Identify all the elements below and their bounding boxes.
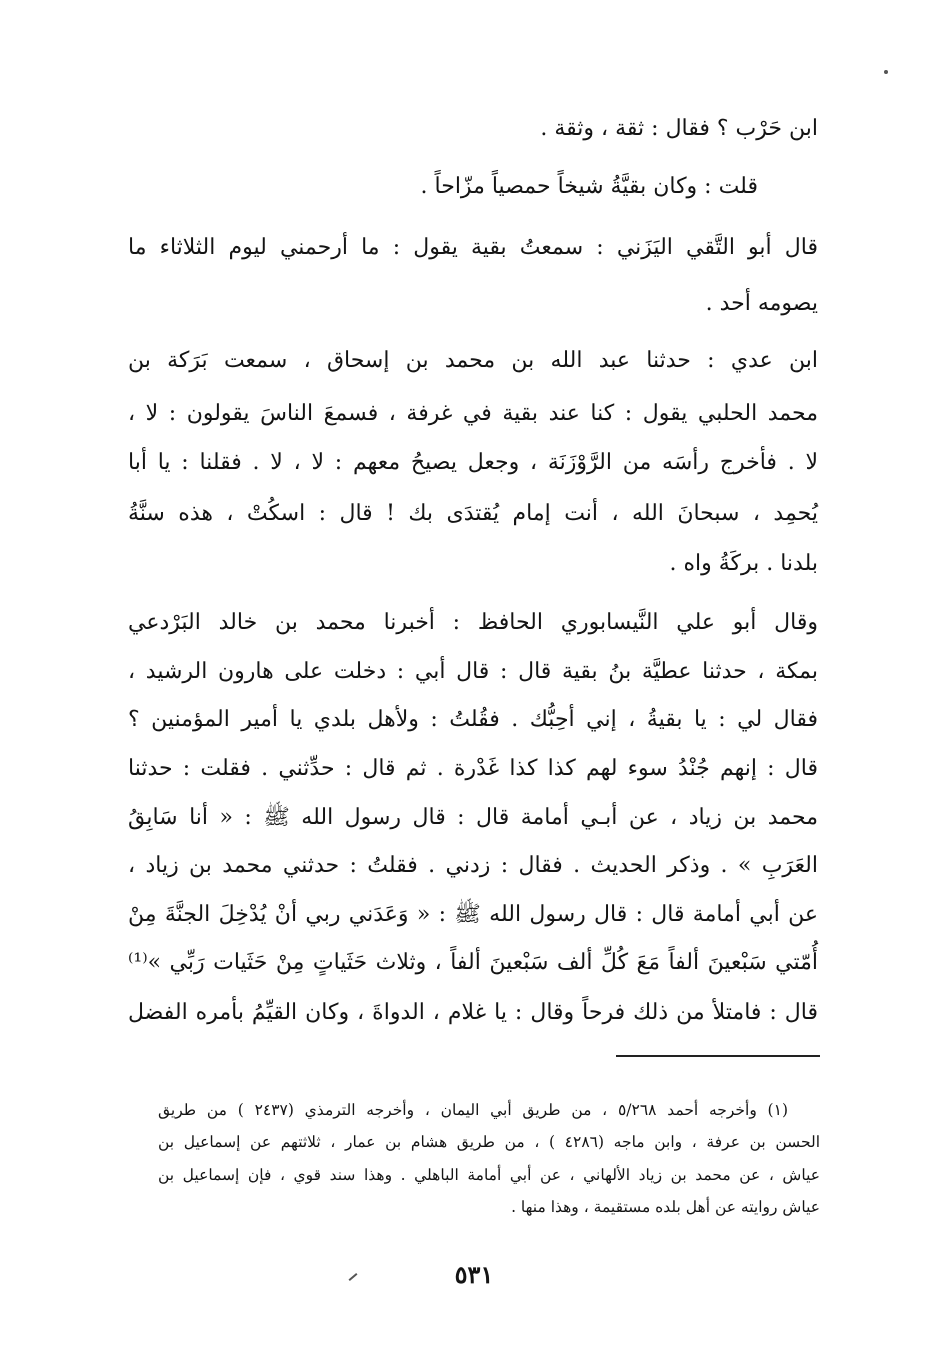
footnote-line-1: (١) وأخرجه أحمد ٥/٢٦٨ ، من طريق أبي اليمان ، وأخرجه الترمذي (٢٤٣٧ ) من طريق bbox=[158, 1101, 788, 1119]
body-line-14: محمد بن زياد ، عن أبـي أمامة قال : قال رسول الله ﷺ : « أنا سَابِقُ bbox=[128, 805, 818, 830]
body-line-8: يُحمِد ، سبحانَ الله ، أنت إمام يُقتدَى بك ! قال : اسكُتْ ، هذه سنَّةُ bbox=[128, 501, 818, 526]
body-line-18: قال : فامتلأ من ذلك فرحاً وقال : يا غلام ، الدواةَ ، وكان القيِّمُ بأمره الفضل bbox=[128, 1000, 818, 1025]
body-line-15: العَرَبِ » . وذكر الحديث . فقال : زدني . فقلتُ : حدثني محمد بن زياد ، bbox=[128, 853, 818, 878]
body-line-12: فقال لي : يا بقيةُ ، إني أحِبُّك . فقُلتُ : ولأهل بلدي يا أمير المؤمنين ؟ bbox=[128, 707, 818, 732]
body-line-6: محمد الحلبي يقول : كنا عند بقية في غرفة ، فسمعَ الناسَ يقولون : لا ، bbox=[128, 401, 818, 426]
body-line-11: بمكة ، حدثنا عطيَّة بنُ بقية قال : قال أبي : دخلت على هارون الرشيد ، bbox=[128, 659, 818, 684]
body-line-5: ابن عدي : حدثنا عبد الله بن محمد بن إسحاق ، سمعت بَرَكة بن bbox=[128, 348, 818, 373]
body-line-3: قال أبو التَّقي اليَزَني : سمعتُ بقية يقول : ما أرحمني ليوم الثلاثاء ما bbox=[128, 235, 818, 260]
page-number: ٥٣١ bbox=[454, 1260, 494, 1289]
body-line-1: ابن حَرْب ؟ فقال : ثقة ، وثقة . bbox=[540, 116, 818, 141]
body-line-7: لا . فأخرج رأسَه من الرَّوْزَنَة ، وجعل يصيحُ معهم : لا ، لا . فقلنا : يا أبا bbox=[128, 450, 818, 475]
body-line-17: أُمّتي سَبْعينَ ألفاً مَعَ كُلِّ ألف سَبْعينَ ألفاً ، وثلاث حَثَياتٍ مِنْ حَثَيات رَبِّي »⁽¹⁾ bbox=[128, 950, 818, 975]
body-line-13: قال : إنهم جُنْدُ سوء لهم كذا كذا غَدْرة . ثم قال : حدِّثني . فقلت : حدثنا bbox=[128, 756, 818, 781]
body-line-10: وقال أبو علي النَّيسابوري الحافظ : أخبرنا محمد بن خالد البَرْدعي bbox=[128, 610, 818, 635]
footnote-line-2: الحسن بن عرفة ، وابن ماجه (٤٢٨٦ ) ، من طريق هشام بن عمار ، ثلاثتهم عن إسماعيل بن bbox=[158, 1133, 821, 1151]
body-line-2: قلت : وكان بقيَّةُ شيخاً حمصياً مزّاحاً . bbox=[420, 174, 758, 199]
footnote-line-4: عياش روايته عن أهل بلده مستقيمة ، وهذا منها . bbox=[511, 1198, 820, 1216]
footnote-line-3: عياش ، عن محمد بن زياد الألهاني ، عن أبي أمامة الباهلي . وهذا سند قوي ، فإن إسماعيل بن bbox=[158, 1166, 820, 1184]
body-line-16: عن أبي أمامة قال : قال رسول الله ﷺ : « وَعَدَني ربي أنْ يُدْخِلَ الجنَّةَ مِنْ bbox=[128, 902, 818, 927]
body-line-9: بلدنا . بركَةُ واه . bbox=[669, 551, 818, 576]
scan-speck bbox=[884, 70, 888, 74]
body-line-4: يصومه أحد . bbox=[705, 291, 818, 316]
footnote-separator bbox=[616, 1055, 820, 1057]
